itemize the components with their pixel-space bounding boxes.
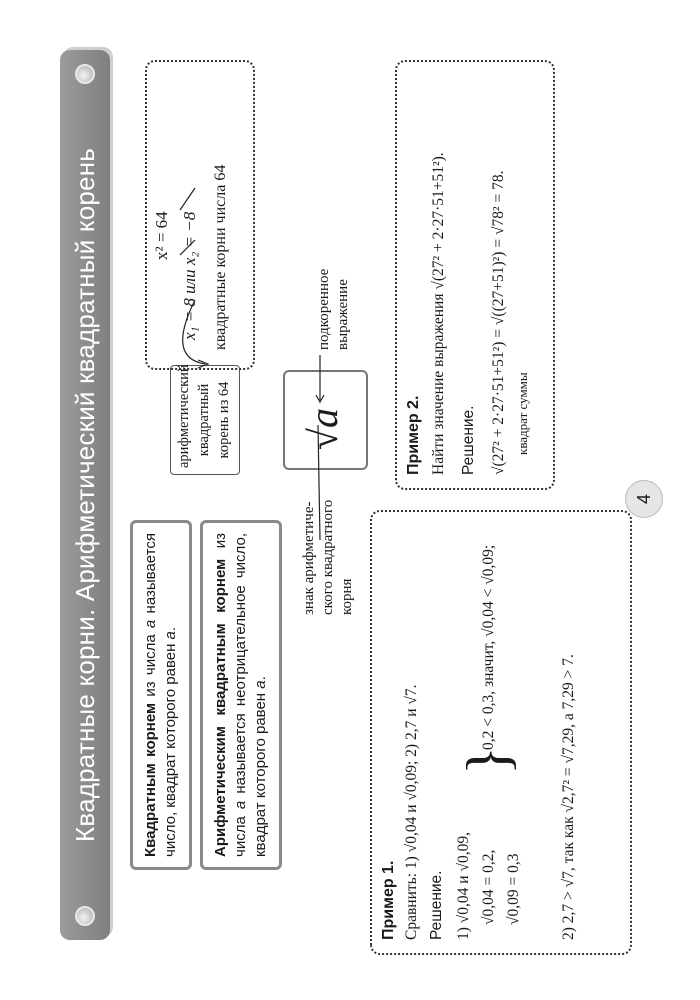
example1-brace: } [455, 746, 521, 775]
def-text: называется число, квадрат которого равен [142, 533, 179, 857]
def-text: называется неотрицательное число, квадрат которого равен [232, 533, 269, 857]
example1-line2: 2) 2,7 > √7, так как √2,7² = √7,29, а 7,29 > 7. [560, 654, 577, 940]
var-a: a [162, 631, 179, 640]
def-text: . [162, 626, 179, 632]
example1-line1d: 0,2 < 0,3, значит, √0,04 < √0,09; [480, 544, 497, 750]
example1-line1c: √0,09 = 0,3 [505, 853, 522, 925]
example1-line1b: √0,04 = 0,2, [480, 849, 497, 925]
example1-solution-label: Решение. [428, 870, 445, 940]
example2-line1: √(27² + 2·27·51+51²) = √((27+51)²) = √78² = 78. [490, 170, 507, 475]
example2-task: Найти значение выражения √(27² + 2·27·51+51²). [430, 152, 447, 475]
example1-line1a: 1) √0,04 и √0,09, [455, 832, 472, 940]
radicand-caption: подкоренное выражение [316, 268, 351, 350]
def-text: из числа [212, 533, 249, 857]
arith-root-label: арифметический квадратный корень из 64 [170, 365, 240, 475]
example2-brace-caption: квадрат суммы [515, 372, 530, 455]
radical-symbol: √a [301, 408, 346, 450]
page-title: Квадратные корни. Арифметический квадратный корень [70, 148, 100, 842]
var-a: a [252, 680, 269, 689]
page-number: 4 [625, 480, 663, 518]
equation-x2-64: x² = 64 [152, 211, 171, 260]
example1-title: Пример 1. [380, 860, 397, 940]
roots-caption: квадратные корни числа 64 [212, 164, 229, 350]
def-text: . [252, 676, 269, 681]
def-text: из числа [142, 628, 159, 703]
example2-title: Пример 2. [405, 395, 422, 475]
sign-caption: знак арифметиче-ского квадратного корня [301, 499, 355, 615]
example2-solution-label: Решение. [460, 405, 477, 475]
roots-line: x₁ = 8 или x₂ = −8 [180, 211, 199, 340]
term-square-root: Квадратным корнем [142, 702, 159, 857]
var-a: a [142, 619, 159, 629]
var-a: a [232, 800, 249, 810]
example1-task: Сравнить: 1) √0,04 и √0,09; 2) 2,7 и √7. [403, 684, 420, 940]
term-arith-root: Арифметическим квадратным корнем [212, 558, 229, 857]
